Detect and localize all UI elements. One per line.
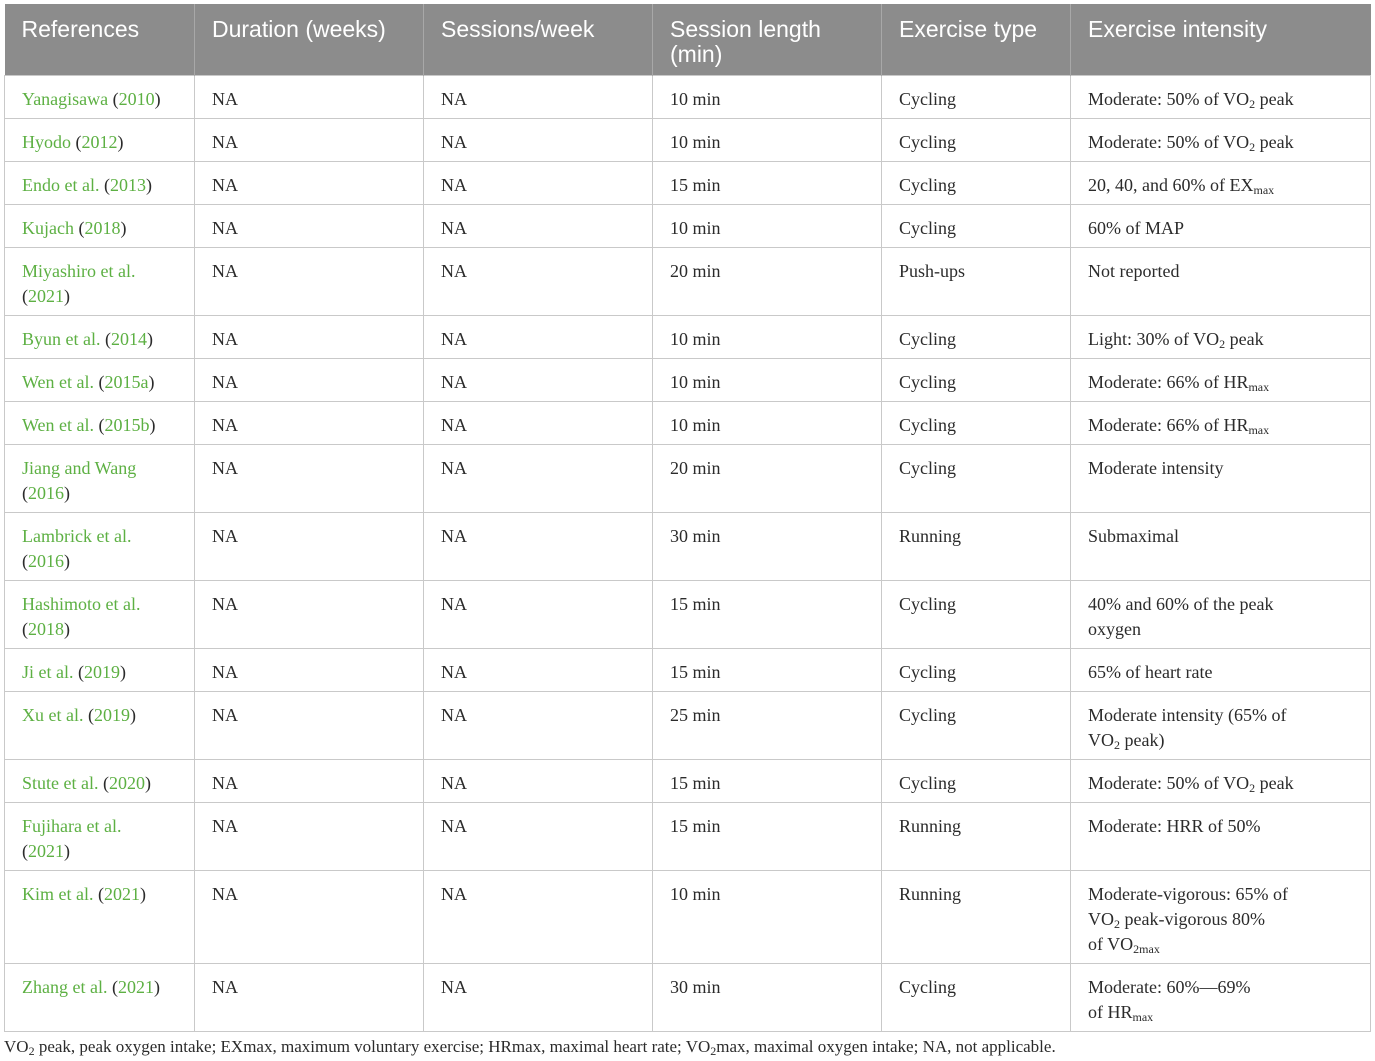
session-length-cell: 20 min [653,445,882,513]
session-length-cell: 20 min [653,248,882,316]
reference-author-link[interactable]: Jiang and Wang [22,458,137,478]
sessions-cell: NA [424,402,653,445]
sessions-cell: NA [424,359,653,402]
reference-author-link[interactable]: Ji et al. [22,662,74,682]
references-table [4,4,1371,1032]
exercise-type-cell: Cycling [882,692,1071,760]
duration-cell: NA [195,692,424,760]
session-length-cell: 30 min [653,964,882,1032]
sessions-cell: NA [424,649,653,692]
reference-author-link[interactable]: Zhang et al. [22,977,108,997]
subscript: max [1248,380,1270,394]
text-run: Moderate: 50% of VO [1088,773,1250,793]
duration-cell: NA [195,803,424,871]
reference-year-link[interactable]: 2013 [109,175,146,195]
table-row [5,205,1371,248]
subscript: max [1253,183,1275,197]
session-length-cell: 10 min [653,871,882,964]
sessions-cell: NA [424,205,653,248]
exercise-type-cell: Cycling [882,649,1071,692]
session-length-cell: 15 min [653,803,882,871]
header-session-length: Session length (min) [653,4,882,76]
text-run: Moderate: 60%—69% [1088,977,1251,997]
table-row [5,248,1371,316]
exercise-type-cell: Running [882,803,1071,871]
table-row [5,445,1371,513]
subscript: 2 [710,1044,717,1058]
table-row [5,316,1371,359]
exercise-intensity-cell [1071,359,1371,402]
text-run: Moderate-vigorous: 65% of [1088,884,1288,904]
exercise-type-cell: Cycling [882,76,1071,119]
text-run: peak [1255,89,1294,109]
sessions-cell: NA [424,871,653,964]
exercise-intensity-cell [1071,162,1371,205]
sessions-cell: NA [424,803,653,871]
reference-year-link[interactable]: 2021 [28,841,64,861]
text-run: Moderate: 66% of HR [1088,372,1249,392]
exercise-intensity-cell [1071,76,1371,119]
subscript: 2max [1133,942,1160,956]
exercise-type-cell: Cycling [882,760,1071,803]
reference-year-link[interactable]: 2010 [118,89,155,109]
reference-author-link[interactable]: Stute et al. [22,773,99,793]
reference-author-link[interactable]: Lambrick et al. [22,526,132,546]
text-run: Light: 30% of VO [1088,329,1220,349]
reference-cell: Yanagisawa (2010) [5,76,195,119]
reference-year-link[interactable]: 2019 [93,705,130,725]
session-length-cell: 25 min [653,692,882,760]
table-row [5,803,1371,871]
reference-author-link[interactable]: Wen et al. [22,415,95,435]
reference-author-link[interactable]: Yanagisawa [22,89,109,109]
reference-cell: Kim et al. (2021) [5,871,195,964]
sessions-cell: NA [424,581,653,649]
duration-cell: NA [195,162,424,205]
reference-author-link[interactable]: Endo et al. [22,175,100,195]
reference-author-link[interactable]: Hashimoto et al. [22,594,141,614]
duration-cell: NA [195,581,424,649]
text-run: Moderate: HRR of 50% [1088,816,1261,836]
duration-cell: NA [195,445,424,513]
exercise-type-cell: Running [882,513,1071,581]
reference-year-link[interactable]: 2018 [84,218,121,238]
sessions-cell: NA [424,119,653,162]
text-run: 60% of MAP [1088,218,1185,238]
duration-cell: NA [195,649,424,692]
duration-cell: NA [195,402,424,445]
session-length-cell: 15 min [653,649,882,692]
text-run: 20, 40, and 60% of EX [1088,175,1254,195]
exercise-intensity-cell [1071,871,1371,964]
text-run: peak [1255,773,1294,793]
reference-year-link[interactable]: 2020 [108,773,145,793]
table-row [5,760,1371,803]
text-run: VO [1088,909,1114,929]
reference-cell: Kujach (2018) [5,205,195,248]
reference-cell: Miyashiro et al. (2021) [5,248,195,316]
header-duration: Duration (weeks) [195,4,424,76]
exercise-intensity-cell [1071,205,1371,248]
session-length-cell: 10 min [653,316,882,359]
text-run: peak [1225,329,1264,349]
session-length-cell: 15 min [653,760,882,803]
text-run: Moderate intensity [1088,458,1224,478]
session-length-cell: 10 min [653,402,882,445]
reference-author-link[interactable]: Kim et al. [22,884,94,904]
sessions-cell: NA [424,692,653,760]
reference-cell: Ji et al. (2019) [5,649,195,692]
table-row [5,402,1371,445]
reference-cell: Jiang and Wang (2016) [5,445,195,513]
subscript: max [1248,423,1270,437]
exercise-type-cell: Cycling [882,581,1071,649]
sessions-cell: NA [424,964,653,1032]
session-length-cell: 10 min [653,119,882,162]
reference-cell: Wen et al. (2015b) [5,402,195,445]
reference-year-link[interactable]: 2019 [84,662,120,682]
sessions-cell: NA [424,248,653,316]
table-row [5,581,1371,649]
header-row [5,4,1371,76]
reference-year-link[interactable]: 2016 [28,551,64,571]
table-row [5,359,1371,402]
reference-cell: Hashimoto et al. (2018) [5,581,195,649]
session-length-cell: 10 min [653,359,882,402]
reference-cell: Lambrick et al. (2016) [5,513,195,581]
reference-year-link[interactable]: 2012 [81,132,118,152]
table-row [5,119,1371,162]
reference-year-link[interactable]: 2014 [111,329,147,349]
text-run: peak) [1120,730,1165,750]
exercise-type-cell: Cycling [882,359,1071,402]
duration-cell: NA [195,316,424,359]
exercise-intensity-cell [1071,445,1371,513]
exercise-intensity-cell [1071,513,1371,581]
reference-author-link[interactable]: Fujihara et al. [22,816,122,836]
sessions-cell: NA [424,760,653,803]
header-exercise-intensity: Exercise intensity [1071,4,1371,76]
exercise-type-cell: Cycling [882,964,1071,1032]
text-run: 40% and 60% of the peak [1088,594,1274,614]
header-exercise-type: Exercise type [882,4,1071,76]
exercise-type-cell: Running [882,871,1071,964]
text-run: peak [1255,132,1294,152]
duration-cell: NA [195,248,424,316]
exercise-intensity-cell [1071,316,1371,359]
reference-year-link[interactable]: 2016 [28,483,64,503]
reference-year-link[interactable]: 2021 [117,977,154,997]
duration-cell: NA [195,964,424,1032]
exercise-intensity-cell [1071,803,1371,871]
exercise-intensity-cell [1071,760,1371,803]
session-length-cell: 10 min [653,76,882,119]
session-length-cell: 10 min [653,205,882,248]
table-row [5,76,1371,119]
reference-author-link[interactable]: Byun et al. [22,329,101,349]
subscript: 2 [1219,337,1226,351]
table-row [5,649,1371,692]
text-run: max, maximal oxygen intake; NA, not applicable. [716,1037,1056,1056]
text-run: 65% of heart rate [1088,662,1213,682]
reference-year-link[interactable]: 2015b [104,415,150,435]
reference-author-link[interactable]: Xu et al. [22,705,84,725]
duration-cell: NA [195,205,424,248]
exercise-type-cell: Cycling [882,162,1071,205]
reference-cell: Stute et al. (2020) [5,760,195,803]
exercise-intensity-cell [1071,649,1371,692]
exercise-intensity-cell [1071,581,1371,649]
duration-cell: NA [195,513,424,581]
reference-author-link[interactable]: Wen et al. [22,372,95,392]
sessions-cell: NA [424,76,653,119]
exercise-intensity-cell [1071,119,1371,162]
subscript: 2 [28,1044,35,1058]
text-run: Not reported [1088,261,1180,281]
reference-cell: Zhang et al. (2021) [5,964,195,1032]
text-run: Submaximal [1088,526,1179,546]
text-run: Moderate: 50% of VO [1088,132,1250,152]
exercise-type-cell: Push-ups [882,248,1071,316]
reference-cell: Wen et al. (2015a) [5,359,195,402]
text-run: oxygen [1088,619,1141,639]
duration-cell: NA [195,119,424,162]
session-length-cell: 30 min [653,513,882,581]
sessions-cell: NA [424,162,653,205]
table-row [5,692,1371,760]
subscript: 2 [1249,781,1256,795]
exercise-type-cell: Cycling [882,445,1071,513]
session-length-cell: 15 min [653,162,882,205]
reference-author-link[interactable]: Kujach [22,218,74,238]
exercise-intensity-cell [1071,248,1371,316]
subscript: 2 [1114,738,1120,752]
exercise-intensity-cell [1071,964,1371,1032]
duration-cell: NA [195,359,424,402]
text-run: VO [1088,730,1114,750]
header-sessions-per-week: Sessions/week [424,4,653,76]
table-row [5,871,1371,964]
reference-cell: Hyodo (2012) [5,119,195,162]
duration-cell: NA [195,76,424,119]
table-row [5,162,1371,205]
reference-author-link[interactable]: Miyashiro et al. [22,261,136,281]
reference-author-link[interactable]: Hyodo [22,132,71,152]
text-run: Moderate: 50% of VO [1088,89,1250,109]
duration-cell: NA [195,760,424,803]
exercise-intensity-cell [1071,402,1371,445]
header-references: References [5,4,195,76]
subscript: 2 [1114,917,1120,931]
reference-year-link[interactable]: 2021 [28,286,64,306]
text-run: Moderate: 66% of HR [1088,415,1249,435]
reference-year-link[interactable]: 2018 [28,619,64,639]
exercise-type-cell: Cycling [882,119,1071,162]
reference-cell: Endo et al. (2013) [5,162,195,205]
subscript: 2 [1249,140,1256,154]
sessions-cell: NA [424,316,653,359]
text-run: peak-vigorous 80% [1120,909,1265,929]
table-row [5,513,1371,581]
sessions-cell: NA [424,513,653,581]
session-length-cell: 15 min [653,581,882,649]
table-body [5,76,1371,1032]
text-run: of VO [1088,934,1134,954]
text-run: of HR [1088,1002,1133,1022]
sessions-cell: NA [424,445,653,513]
text-run: peak, peak oxygen intake; EXmax, maximum voluntary exercise; HRmax, maximal heart rate; VO [34,1037,711,1056]
exercise-intensity-cell [1071,692,1371,760]
subscript: 2 [1249,97,1256,111]
subscript: max [1132,1010,1154,1024]
exercise-type-cell: Cycling [882,205,1071,248]
exercise-type-cell: Cycling [882,316,1071,359]
text-run: Moderate intensity (65% of [1088,705,1287,725]
table-footnote [4,1037,1056,1057]
exercise-type-cell: Cycling [882,402,1071,445]
reference-year-link[interactable]: 2015a [104,372,149,392]
reference-year-link[interactable]: 2021 [103,884,140,904]
reference-cell: Fujihara et al. (2021) [5,803,195,871]
duration-cell: NA [195,871,424,964]
text-run: VO [4,1037,29,1056]
reference-cell: Xu et al. (2019) [5,692,195,760]
reference-cell: Byun et al. (2014) [5,316,195,359]
table-row [5,964,1371,1032]
